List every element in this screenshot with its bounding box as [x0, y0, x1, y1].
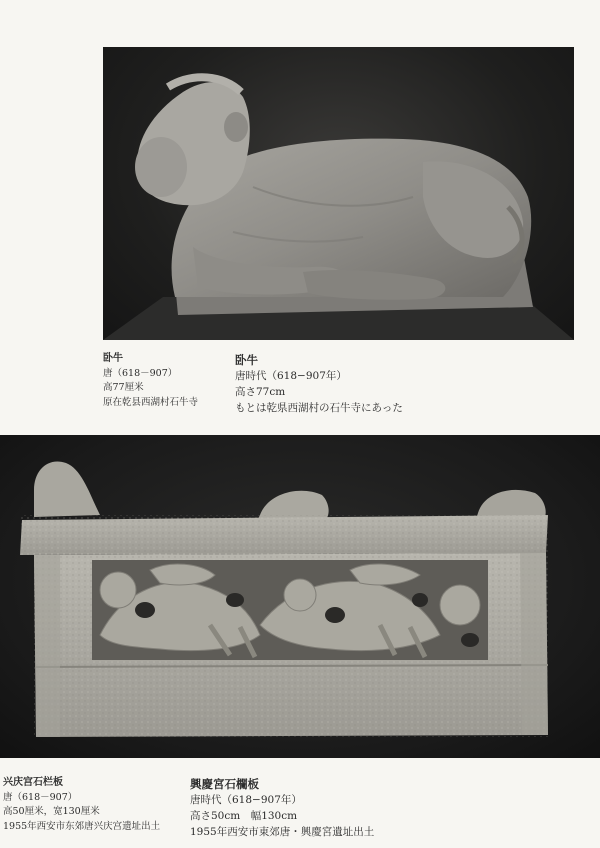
- ox-sculpture-image: [103, 47, 574, 340]
- caption-location: 原在乾县西湖村石牛寺: [103, 396, 199, 408]
- caption-location: 1955年西安市东郊唐兴庆宫遗址出土: [3, 820, 161, 832]
- balustrade-caption-chinese: [3, 776, 160, 834]
- caption-title: 卧牛: [103, 353, 123, 364]
- caption-period: 唐（618－907）: [3, 791, 78, 803]
- caption-period: 唐時代（618−907年）: [190, 794, 302, 806]
- caption-period: 唐（618－907）: [103, 367, 178, 379]
- balustrade-panel-image: [0, 435, 600, 758]
- caption-title: 兴庆宫石栏板: [3, 777, 63, 788]
- caption-title: 卧牛: [235, 353, 258, 367]
- caption-size: 高さ50cm 幅130cm: [190, 810, 298, 822]
- caption-size: 高77厘米: [103, 382, 144, 393]
- ox-caption-japanese: [235, 352, 403, 416]
- caption-size: 高50厘米，宽130厘米: [3, 806, 100, 817]
- ox-sculpture-photo: [103, 47, 574, 340]
- balustrade-panel-photo: [0, 435, 600, 758]
- caption-title: 興慶宮石欄板: [190, 777, 259, 791]
- caption-location: もとは乾県西湖村の石牛寺にあった: [235, 402, 403, 414]
- ox-caption-chinese: [103, 352, 198, 410]
- balustrade-caption-japanese: [190, 776, 374, 840]
- caption-period: 唐時代（618−907年）: [235, 370, 347, 382]
- caption-size: 高さ77cm: [235, 386, 286, 398]
- caption-location: 1955年西安市東郊唐・興慶宮遺址出土: [190, 826, 375, 838]
